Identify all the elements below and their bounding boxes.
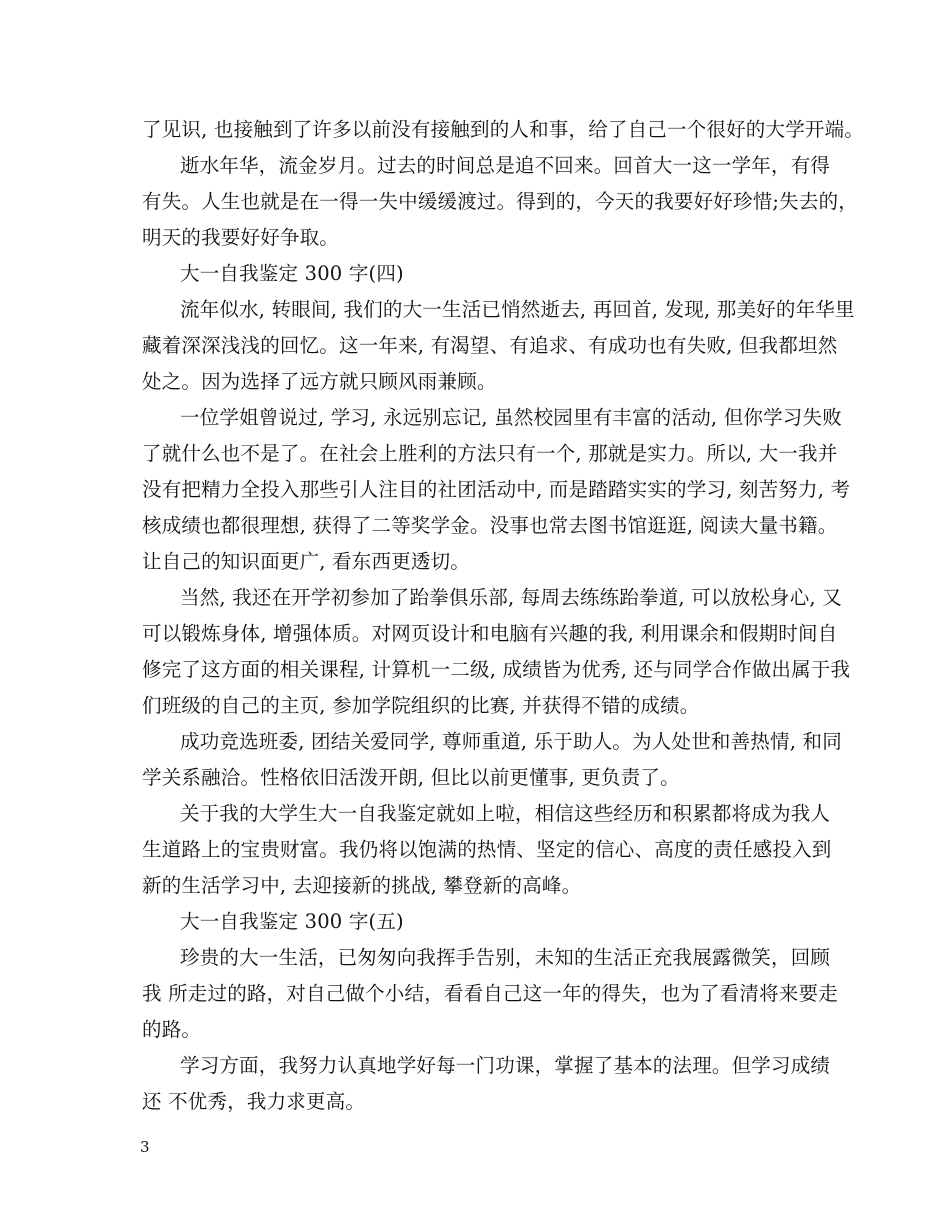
- section-heading: 大一自我鉴定 300 字(五): [180, 910, 404, 933]
- page-number: 3: [140, 1138, 150, 1156]
- text-line: 新的生活学习中, 去迎接新的挑战, 攀登新的高峰。: [142, 874, 582, 897]
- text-line: 没有把精力全投入那些引人注目的社团活动中, 而是踏踏实实的学习, 刻苦努力, 考: [142, 478, 851, 501]
- text-line: 当然, 我还在开学初参加了跆拳俱乐部, 每周去练练跆拳道, 可以放松身心, 又: [180, 586, 842, 609]
- text-line: 还 不优秀，我力求更高。: [142, 1090, 366, 1113]
- text-line: 生道路上的宝贵财富。我仍将以饱满的热情、坚定的信心、高度的责任感投入到: [142, 838, 832, 861]
- text-line: 一位学姐曾说过, 学习, 永远别忘记, 虽然校园里有丰富的活动, 但你学习失败: [180, 406, 842, 429]
- text-line: 有失。人生也就是在一得一失中缓缓渡过。得到的，今天的我要好好珍惜;失去的，: [142, 190, 858, 213]
- text-line: 的路。: [142, 1018, 202, 1041]
- text-line: 了见识, 也接触到了许多以前没有接触到的人和事，给了自己一个很好的大学开端。: [142, 118, 864, 141]
- text-line: 藏着深深浅浅的回忆。这一年来, 有渴望、有追求、有成功也有失败, 但我都坦然: [142, 334, 838, 357]
- text-line: 学习方面，我努力认真地学好每一门功课，掌握了基本的法理。但学习成绩: [180, 1054, 831, 1077]
- text-line: 流年似水, 转眼间, 我们的大一生活已悄然逝去, 再回首, 发现, 那美好的年华里: [180, 298, 855, 321]
- text-line: 处之。因为选择了远方就只顾风雨兼顾。: [142, 370, 497, 393]
- text-line: 学关系融洽。性格依旧活泼开朗, 但比以前更懂事, 更负责了。: [142, 766, 680, 789]
- text-line: 们班级的自己的主页, 参加学院组织的比赛, 并获得不错的成绩。: [142, 694, 700, 717]
- text-line: 核成绩也都很理想, 获得了二等奖学金。没事也常去图书馆逛逛, 阅读大量书籍。: [142, 514, 838, 537]
- section-heading: 大一自我鉴定 300 字(四): [180, 262, 404, 285]
- text-line: 逝水年华，流金岁月。过去的时间总是追不回来。回首大一这一学年，有得: [180, 154, 831, 177]
- text-line: 我 所走过的路，对自己做个小结，看看自己这一年的得失，也为了看清将来要走: [142, 982, 838, 1005]
- text-line: 可以锻炼身体, 增强体质。对网页设计和电脑有兴趣的我, 利用课余和假期时间自: [142, 622, 838, 645]
- text-line: 了就什么也不是了。在社会上胜利的方法只有一个, 那就是实力。所以, 大一我并: [142, 442, 838, 465]
- text-line: 成功竞选班委, 团结关爱同学, 尊师重道, 乐于助人。为人处世和善热情, 和同: [180, 730, 842, 753]
- text-line: 珍贵的大一生活，已匆匆向我挥手告别，未知的生活正充我展露微笑，回顾: [180, 946, 831, 969]
- text-line: 关于我的大学生大一自我鉴定就如上啦，相信这些经历和积累都将成为我人: [180, 802, 831, 825]
- text-line: 让自己的知识面更广, 看东西更透切。: [142, 550, 470, 573]
- text-line: 明天的我要好好争取。: [142, 226, 340, 249]
- text-line: 修完了这方面的相关课程, 计算机一二级, 成绩皆为优秀, 还与同学合作做出属于我: [142, 658, 851, 681]
